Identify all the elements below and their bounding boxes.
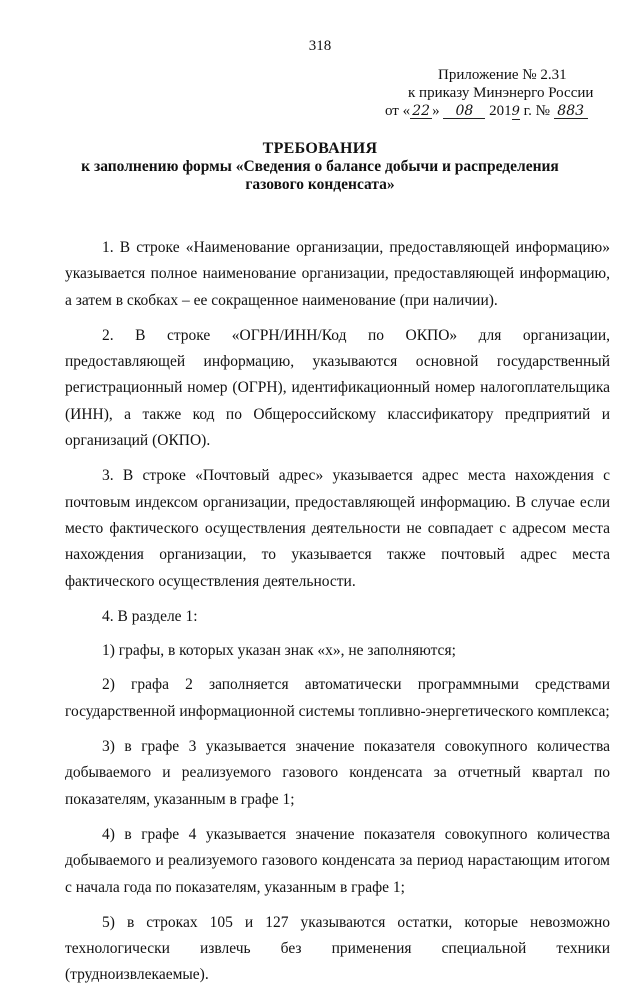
title-subheading-line2: газового конденсата»: [245, 176, 395, 193]
paragraph-3: 3. В строке «Почтовый адрес» указывается адрес места нахождения с почтовым индексом организации, предоставляющей информацию. В случае если место фактического осуществления деятельности не совпадает с адресом места нахождения организации, то указывается также почтовый адрес места фактического осуществления деятельности.: [65, 467, 610, 590]
paragraph-4-item-4: 4) в графе 4 указывается значение показателя совокупного количества добываемого и реализуемого газового конденсата за период нарастающим итогом с начала года по показателям, указанным в графе 1;: [65, 825, 610, 896]
paragraph-4-item-1: 1) графы, в которых указан знак «х», не заполняются;: [102, 642, 456, 660]
handwritten-day: 22: [410, 104, 432, 119]
handwritten-year-digit: 9: [511, 104, 520, 119]
appendix-date-line: [380, 102, 610, 120]
handwritten-month: 08: [443, 104, 485, 119]
year-prefix: 201: [489, 103, 512, 119]
date-prefix: от «: [385, 103, 411, 119]
paragraph-4: 4. В разделе 1:: [102, 607, 198, 625]
date-quote-close: »: [432, 103, 440, 119]
document-title: [0, 140, 640, 194]
appendix-order-ref: к приказу Минэнерго России: [408, 85, 594, 101]
year-suffix: г. №: [519, 103, 554, 119]
title-heading: ТРЕБОВАНИЯ: [262, 140, 378, 157]
paragraph-4-item-3: 3) в графе 3 указывается значение показателя совокупного количества добываемого и реализуемого газового конденсата за отчетный квартал по показателям, указанным в графе 1;: [65, 738, 610, 808]
appendix-header: [380, 66, 610, 120]
handwritten-order-number: 883: [554, 104, 588, 119]
paragraph-1: 1. В строке «Наименование организации, предоставляющей информацию» указывается полное наименование организации, предоставляющей информацию, а затем в скобках – ее сокращенное наименование (при наличии).: [65, 239, 610, 309]
document-body: [65, 235, 610, 998]
title-subheading-line1: к заполнению формы «Сведения о балансе добычи и распределения: [81, 158, 559, 175]
paragraph-2: 2. В строке «ОГРН/ИНН/Код по ОКПО» для организации, предоставляющей информацию, указываются основной государственный регистрационный номер (ОГРН), идентификационный номер налогоплательщика (ИНН), а также код по Общероссийскому классификатору предприятий и организаций (ОКПО).: [65, 326, 610, 450]
paragraph-4-item-2: 2) графа 2 заполняется автоматически программными средствами государственной информационной системы топливно-энергетического комплекса;: [65, 676, 610, 720]
page-number: 318: [308, 38, 332, 54]
appendix-title: Приложение № 2.31: [438, 67, 567, 83]
paragraph-4-item-5: 5) в строках 105 и 127 указываются остатки, которые невозможно технологически извлечь без применения специальной техники (трудноизвлекаемые).: [65, 913, 610, 984]
